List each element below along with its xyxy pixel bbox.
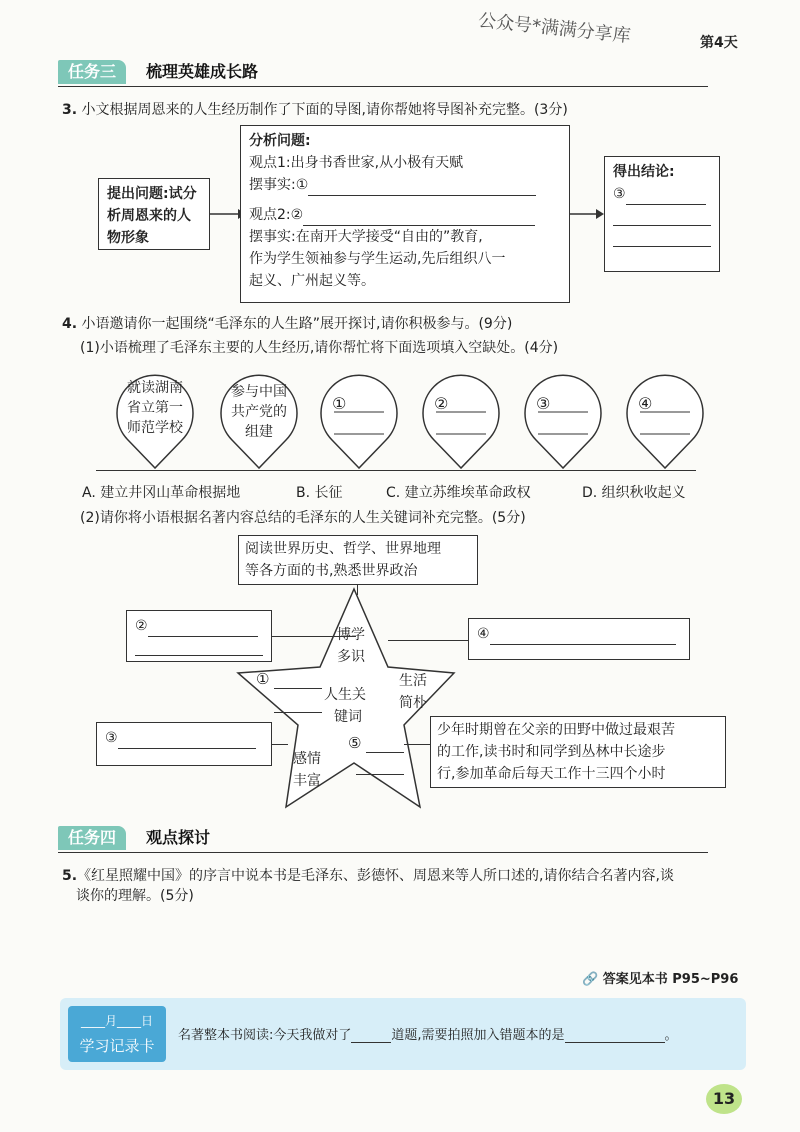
pin-4 (418, 370, 504, 456)
task3-tag: 任务三 (58, 60, 126, 84)
blank4-box (468, 618, 690, 660)
star-blank1-mark: ① (256, 670, 270, 688)
reading-l2: 等各方面的书,熟悉世界政治 (245, 563, 418, 579)
q3-number: 3. (62, 102, 78, 118)
q3-raise-text: 提出问题:试分析周恩来的人物形象 (107, 186, 197, 246)
task3-title: 梳理英雄成长路 (146, 62, 259, 81)
q3-conclusion-box (604, 156, 720, 272)
star-blank1[interactable] (274, 672, 322, 689)
connector-5 (404, 744, 430, 745)
star-bottom: 感情丰富 (293, 751, 321, 789)
option-c: C. 建立苏维埃革命政权 (386, 485, 531, 501)
q3-blank3[interactable] (626, 188, 706, 205)
reading-box (238, 535, 478, 585)
pin-3 (316, 370, 402, 456)
connector-2 (272, 636, 356, 637)
option-b: B. 长征 (296, 485, 343, 501)
q5-line2: 谈你的理解。(5分) (76, 888, 194, 904)
pin-6-mark: ④ (638, 394, 653, 413)
task4-title: 观点探讨 (146, 828, 211, 847)
pin-4-mark: ② (434, 394, 449, 413)
record-line (178, 1024, 678, 1043)
connector-3 (272, 744, 288, 745)
record-text2: 道题,需要拍照加入错题本的是 (391, 1028, 565, 1043)
blank4-mark: ④ (477, 626, 490, 642)
q3-fact1-label: 摆事实:① (249, 177, 309, 193)
q4-text: 小语邀请你一起围绕“毛泽东的人生路”展开探讨,请你积极参与。(9分) (81, 316, 513, 332)
q3-view2: 观点2:② (249, 207, 304, 223)
q5-prompt (62, 866, 752, 906)
answer-ref (582, 968, 738, 987)
star-blank5-l2[interactable] (356, 758, 404, 775)
q3-view1: 观点1:出身书香世家,从小极有天赋 (249, 155, 464, 171)
pin-5-mark: ③ (536, 394, 551, 413)
record-card-badge (68, 1006, 166, 1062)
q3-fact2-l3: 起义、广州起义等。 (249, 273, 375, 289)
blank3-mark: ③ (105, 730, 118, 746)
record-card (60, 998, 746, 1070)
q3-blank3-l3[interactable] (613, 226, 711, 247)
star-top: 博学多识 (337, 627, 365, 665)
q3-fact2-l2: 作为学生领袖参与学生运动,先后组织八一 (249, 251, 506, 267)
q3-conclusion-mark: ③ (613, 186, 626, 202)
pin-6 (622, 370, 708, 456)
page-number: 13 (706, 1084, 742, 1114)
q3-text: 小文根据周恩来的人生经历制作了下面的导图,请你帮她将导图补充完整。(3分) (81, 102, 568, 118)
blank3-box (96, 722, 272, 766)
record-card-title: 学习记录卡 (79, 1037, 155, 1055)
q3-analyze-title: 分析问题: (249, 133, 311, 149)
option-a: A. 建立井冈山革命根据地 (82, 485, 241, 501)
blank2-line2[interactable] (135, 637, 263, 656)
blank3-line1[interactable] (118, 734, 256, 749)
work-box (430, 716, 726, 788)
q4-sub2: (2)请你将小语根据名著内容总结的毛泽东的人生关键词补充完整。(5分) (80, 510, 526, 526)
task4-header (58, 826, 708, 853)
star-right: 生活简朴 (399, 673, 427, 711)
blank2-box (126, 610, 272, 662)
blank4-line1[interactable] (490, 630, 676, 645)
pin-2-text: 参与中国共产党的组建 (231, 384, 287, 440)
star-blank5-mark: ⑤ (348, 734, 362, 752)
blank2-mark: ② (135, 618, 148, 634)
q3-blank2[interactable] (303, 207, 535, 226)
star-center1: 人生关 (324, 687, 366, 703)
day-label: 第4天 (700, 35, 738, 51)
q3-fact2-l1: 摆事实:在南开大学接受“自由的”教育, (249, 229, 483, 245)
reading-l1: 阅读世界历史、哲学、世界地理 (245, 541, 441, 557)
answer-ref-text: 答案见本书 P95~P96 (602, 972, 739, 987)
option-d: D. 组织秋收起义 (582, 485, 686, 501)
connector-4 (388, 640, 468, 641)
q4-number: 4. (62, 316, 78, 332)
q3-blank1[interactable] (308, 177, 536, 196)
task4-tag: 任务四 (58, 826, 126, 850)
work-l2: 的工作,读书时和同学到丛林中长途步 (437, 744, 666, 760)
q5-number: 5. (62, 868, 78, 884)
pin-5 (520, 370, 606, 456)
record-date: ____月____日 (80, 1014, 153, 1028)
link-icon: 🔗 (582, 972, 599, 987)
record-blank1[interactable] (351, 1028, 391, 1043)
pin-1-text: 就读湖南省立第一师范学校 (127, 380, 183, 436)
pin-2 (216, 370, 302, 456)
blank2-line1[interactable] (148, 622, 258, 637)
pin-3-mark: ① (332, 394, 347, 413)
q4-sub1: (1)小语梳理了毛泽东主要的人生经历,请你帮忙将下面选项填入空缺处。(4分) (80, 340, 559, 356)
q3-conclusion-title: 得出结论: (613, 164, 675, 180)
record-text1: 名著整本书阅读:今天我做对了 (178, 1028, 352, 1043)
q5-line1: 《红星照耀中国》的序言中说本书是毛泽东、彭德怀、周恩来等人所口述的,请你结合名著内容,谈 (77, 868, 674, 884)
record-blank2[interactable] (565, 1028, 665, 1043)
work-l3: 行,参加革命后每天工作十三四个小时 (437, 766, 666, 782)
watermark: 公众号*满满分享库 (477, 10, 632, 47)
pin-1 (112, 370, 198, 456)
timeline-line (96, 470, 696, 471)
star-blank5[interactable] (366, 736, 404, 753)
work-l1: 少年时期曾在父亲的田野中做过最艰苦 (437, 722, 675, 738)
record-end: 。 (664, 1028, 678, 1043)
q3-analyze-box (240, 125, 570, 303)
q4-prompt (62, 314, 512, 334)
star-blank1-l2[interactable] (274, 696, 322, 713)
q3-blank3-l2[interactable] (613, 205, 711, 226)
star-center2: 键词 (334, 709, 362, 725)
